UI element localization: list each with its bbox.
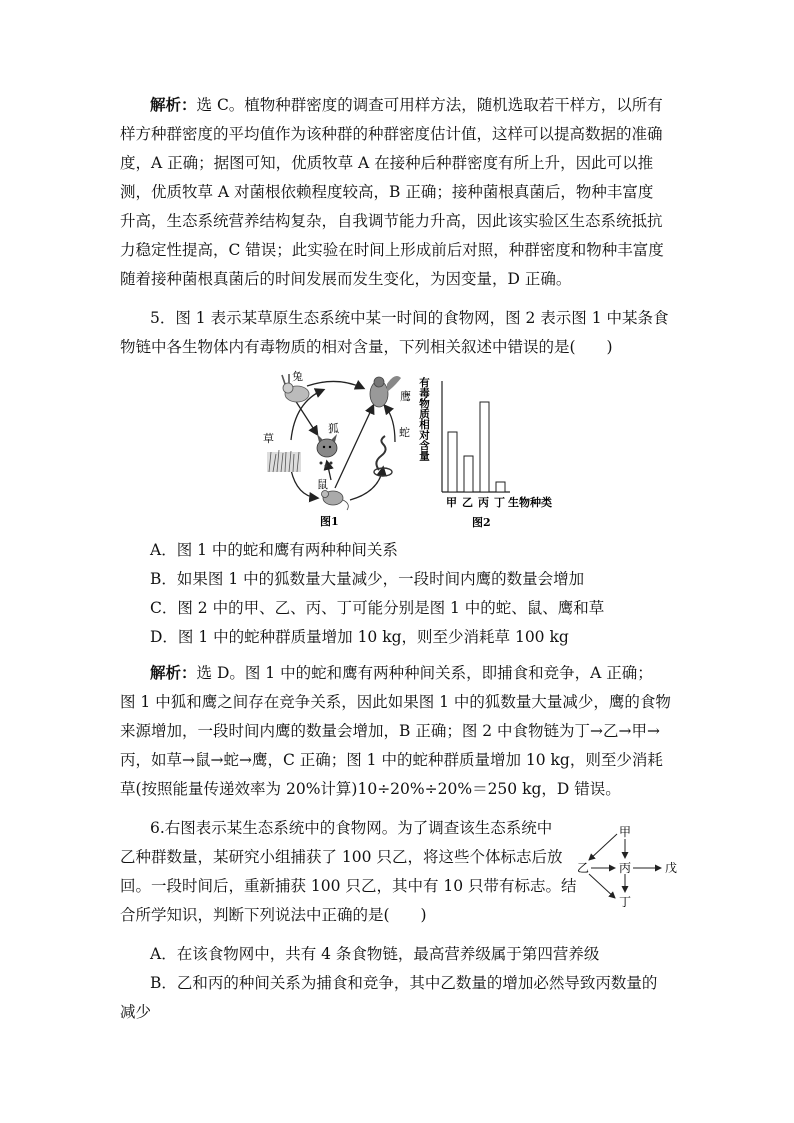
bar-丁 bbox=[496, 482, 505, 492]
figure-1-food-web bbox=[255, 370, 425, 530]
figure-2-caption: 图2 bbox=[472, 516, 491, 529]
node-wu: 戊 bbox=[665, 861, 678, 875]
mouse-image bbox=[322, 491, 349, 511]
tick-label-丙: 丙 bbox=[478, 496, 489, 509]
q6-stem-line-4: 合所学知识，判断下列说法中正确的是( ) bbox=[120, 906, 427, 924]
q6-food-web-diagram bbox=[575, 822, 685, 912]
figure-2-xlabel: 生物种类 bbox=[508, 496, 552, 509]
q4-analysis-line-4: 测，优质牧草 A 对菌根依赖程度较高，B 正确；接种菌根真菌后，物种丰富度 bbox=[120, 183, 654, 201]
q5-analysis-line-3: 来源增加，一段时间内鹰的数量会增加，B 正确；图 2 中食物链为丁→乙→甲→ bbox=[120, 722, 660, 740]
tick-label-丁: 丁 bbox=[494, 496, 505, 509]
q5-option-d: D．图 1 中的蛇种群质量增加 10 kg，则至少消耗草 100 kg bbox=[150, 628, 569, 646]
bar-乙 bbox=[464, 456, 473, 492]
node-bing: 丙 bbox=[619, 861, 632, 875]
arrow-rabbit-fox bbox=[295, 400, 317, 434]
q5-option-c: C．图 2 中的甲、乙、丙、丁可能分别是图 1 中的蛇、鼠、鹰和草 bbox=[150, 599, 605, 617]
figure-2-tick-labels bbox=[446, 495, 505, 509]
q4-analysis-line-1: 解析：选 C。植物种群密度的调查可用样方法，随机选取若干样方，以所有 bbox=[150, 95, 663, 114]
q5-stem-line-1: 5．图 1 表示某草原生态系统中某一时间的食物网，图 2 表示图 1 中某条食 bbox=[150, 309, 669, 327]
arrow-jia-yi bbox=[589, 834, 617, 860]
label-snake: 蛇 bbox=[399, 426, 410, 439]
node-ding: 丁 bbox=[619, 895, 632, 909]
label-grass: 草 bbox=[263, 432, 274, 445]
arrow-rabbit-eagle bbox=[307, 381, 363, 388]
tick-label-甲: 甲 bbox=[446, 496, 457, 509]
arrow-snake-eagle bbox=[385, 406, 395, 442]
q5-stem-line-2: 物链中各生物体内有毒物质的相对含量，下列相关叙述中错误的是( ) bbox=[120, 338, 613, 356]
q4-analysis-line-7: 随着接种菌根真菌后的时间发展而发生变化，为因变量，D 正确。 bbox=[120, 270, 572, 288]
bar-丙 bbox=[480, 402, 489, 492]
label-rabbit: 兔 bbox=[292, 370, 303, 383]
q6-stem-line-1: 6.右图表示某生态系统中的食物网。为了调查该生态系统中 bbox=[150, 819, 553, 837]
q5-analysis-line-2: 图 1 中狐和鹰之间存在竞争关系，因此如果图 1 中的狐数量大量减少，鹰的食物 bbox=[120, 693, 671, 711]
q4-analysis-line-2: 样方种群密度的平均值作为该种群的种群密度估计值，这样可以提高数据的准确 bbox=[120, 125, 663, 143]
label-mouse: 鼠 bbox=[317, 478, 328, 491]
analysis-label: 解析： bbox=[150, 95, 197, 114]
q4-analysis-line-6: 力稳定性提高，C 错误；此实验在时间上形成前后对照，种群密度和物种丰富度 bbox=[120, 241, 664, 259]
grass-image bbox=[267, 450, 301, 472]
q6-stem-line-3: 回。一段时间后，重新捕获 100 只乙，其中有 10 只带有标志。结 bbox=[120, 877, 577, 895]
eagle-image bbox=[370, 376, 401, 407]
figure-2-bar-chart bbox=[420, 375, 570, 530]
label-eagle: 鹰 bbox=[400, 390, 411, 403]
q6-option-a: A．在该食物网中，共有 4 条食物链，最高营养级属于第四营养级 bbox=[150, 945, 600, 963]
q4-analysis-line-5: 升高，生态系统营养结构复杂，自我调节能力升高，因此该实验区生态系统抵抗 bbox=[120, 212, 663, 230]
figure-2-bars bbox=[448, 402, 505, 492]
arrow-yi-ding bbox=[589, 874, 615, 898]
tick-label-乙: 乙 bbox=[462, 496, 473, 509]
q5-option-a: A．图 1 中的蛇和鹰有两种种间关系 bbox=[150, 541, 398, 559]
q6-option-b: B．乙和丙的种间关系为捕食和竞争，其中乙数量的增加必然导致丙数量的 bbox=[150, 974, 658, 992]
q5-analysis-line-5: 草(按照能量传递效率为 20%计算)10÷20%÷20%＝250 kg，D 错误。 bbox=[120, 780, 621, 798]
bar-甲 bbox=[448, 432, 457, 492]
q6-stem-line-2: 乙种群数量，某研究小组捕获了 100 只乙，将这些个体标志后放 bbox=[120, 848, 563, 866]
node-jia: 甲 bbox=[619, 825, 632, 839]
q6-option-b-cont: 减少 bbox=[120, 1003, 152, 1021]
q5-analysis-line-4: 丙，如草→鼠→蛇→鹰，C 正确；图 1 中的蛇种群质量增加 10 kg，则至少消耗 bbox=[120, 751, 663, 769]
q4-analysis-line-3: 度，A 正确；据图可知，优质牧草 A 在接种后种群密度有所上升，因此可以推 bbox=[120, 154, 654, 172]
figure-1-caption: 图1 bbox=[320, 515, 339, 528]
arrow-mouse-snake bbox=[350, 468, 383, 500]
arrow-grass-mouse bbox=[291, 470, 317, 498]
arrow-mouse-eagle bbox=[335, 406, 373, 488]
figure-2-ylabel: 有毒物质相对含量 bbox=[418, 377, 430, 461]
node-yi: 乙 bbox=[577, 861, 590, 875]
label-fox: 狐 bbox=[328, 422, 339, 435]
q5-option-b: B．如果图 1 中的狐数量大量减少，一段时间内鹰的数量会增加 bbox=[150, 570, 585, 588]
q5-analysis-line-1: 解析：选 D。图 1 中的蛇和鹰有两种种间关系，即捕食和竞争，A 正确； bbox=[150, 663, 653, 682]
analysis-label: 解析： bbox=[150, 663, 197, 682]
